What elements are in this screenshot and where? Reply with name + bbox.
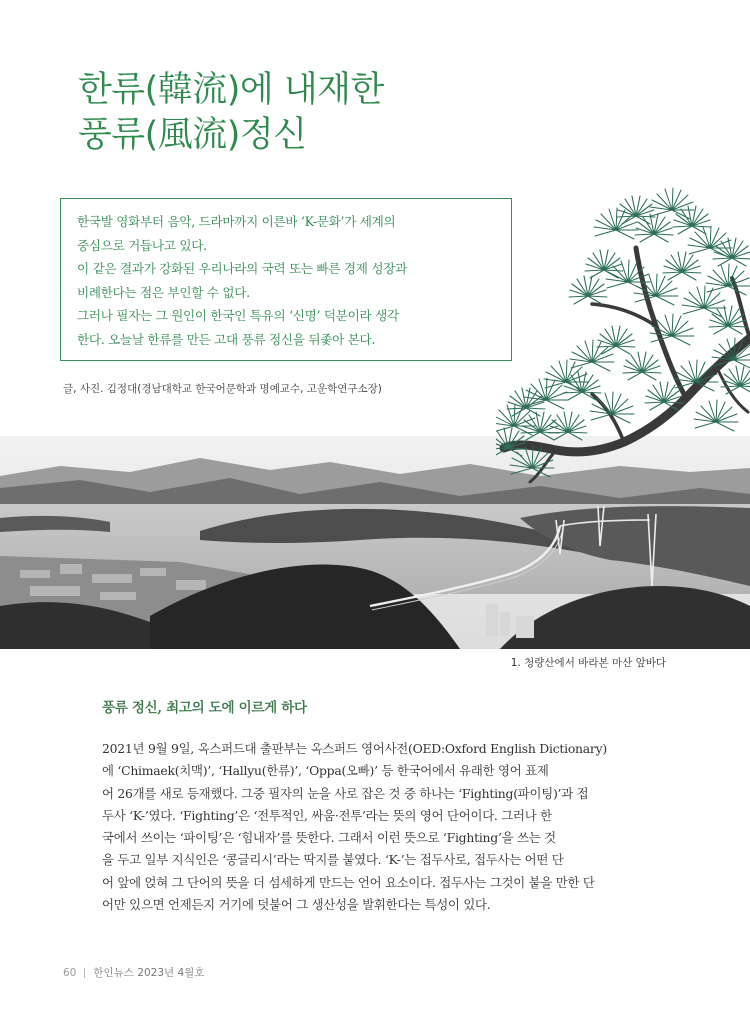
body-line: 두사 ‘K-’였다. ‘Fighting’은 ‘전투적인, 싸움·전투’라는 뜻의 영어 단어이다. 그러나 한: [102, 807, 552, 823]
lead-summary-box: [60, 198, 512, 361]
body-line: 어 26개를 새로 등재했다. 그중 필자의 눈을 사로 잡은 것 중 하나는 ‘Fighting(파이팅)’과 접: [102, 785, 589, 801]
article-title-line-1: 한류(韓流)에 내재한: [78, 70, 384, 110]
body-line: 을 두고 일부 지식인은 ‘콩글리시’라는 딱지를 붙였다. ‘K-’는 접두사로, 접두사는 어떤 단: [102, 852, 564, 868]
footer-divider: [84, 968, 85, 978]
body-line: 에 ‘Chimaek(치맥)’, ‘Hallyu(한류)’, ‘Oppa(오빠)’ 등 한국어에서 유래한 영어 표제: [102, 763, 549, 779]
article-title-line-2: 풍류(風流)정신: [78, 115, 307, 155]
page-footer: [63, 965, 204, 980]
body-text: [102, 738, 668, 916]
section-heading: 풍류 정신, 최고의 도에 이르게 하다: [102, 700, 307, 716]
pine-branch-illustration: [496, 186, 750, 496]
body-line: 어 앞에 얹혀 그 단어의 뜻을 더 섬세하게 만드는 언어 요소이다. 접두사는 그것이 붙을 만한 단: [102, 874, 595, 890]
article-title: [78, 68, 384, 158]
page-number: 60: [63, 966, 77, 979]
photo-caption: 1. 청량산에서 바라본 마산 앞바다: [510, 657, 666, 669]
body-line: 어만 있으면 언제든지 거기에 덧붙어 그 생산성을 발휘한다는 특성이 있다.: [102, 897, 491, 913]
lead-line: 중심으로 거듭나고 있다.: [77, 237, 207, 253]
lead-line: 한국발 영화부터 음악, 드라마까지 이른바 ‘K-문화’가 세계의: [77, 214, 396, 229]
lead-line: 비례한다는 점은 부인할 수 없다.: [77, 284, 250, 300]
lead-line: 한다. 오늘날 한류를 만든 고대 풍류 정신을 뒤좇아 본다.: [77, 331, 376, 347]
lead-line: 이 같은 결과가 강화된 우리나라의 국력 또는 빠른 경제 성장과: [77, 261, 407, 277]
lead-line: 그러나 필자는 그 원인이 한국인 특유의 ‘신명’ 덕분이라 생각: [77, 308, 399, 324]
byline: 글, 사진. 김정대(경남대학교 한국어문학과 명예교수, 고운학연구소장): [63, 383, 382, 395]
body-line: 국에서 쓰이는 ‘파이팅’은 ‘힘내자’를 뜻한다. 그래서 이런 뜻으로 ‘Fighting’을 쓰는 것: [102, 830, 556, 846]
body-line: 2021년 9월 9일, 옥스퍼드대 출판부는 옥스퍼드 영어사전(OED:Oxford English Dictionary): [102, 741, 607, 756]
magazine-issue: 한인뉴스 2023년 4월호: [93, 967, 205, 979]
